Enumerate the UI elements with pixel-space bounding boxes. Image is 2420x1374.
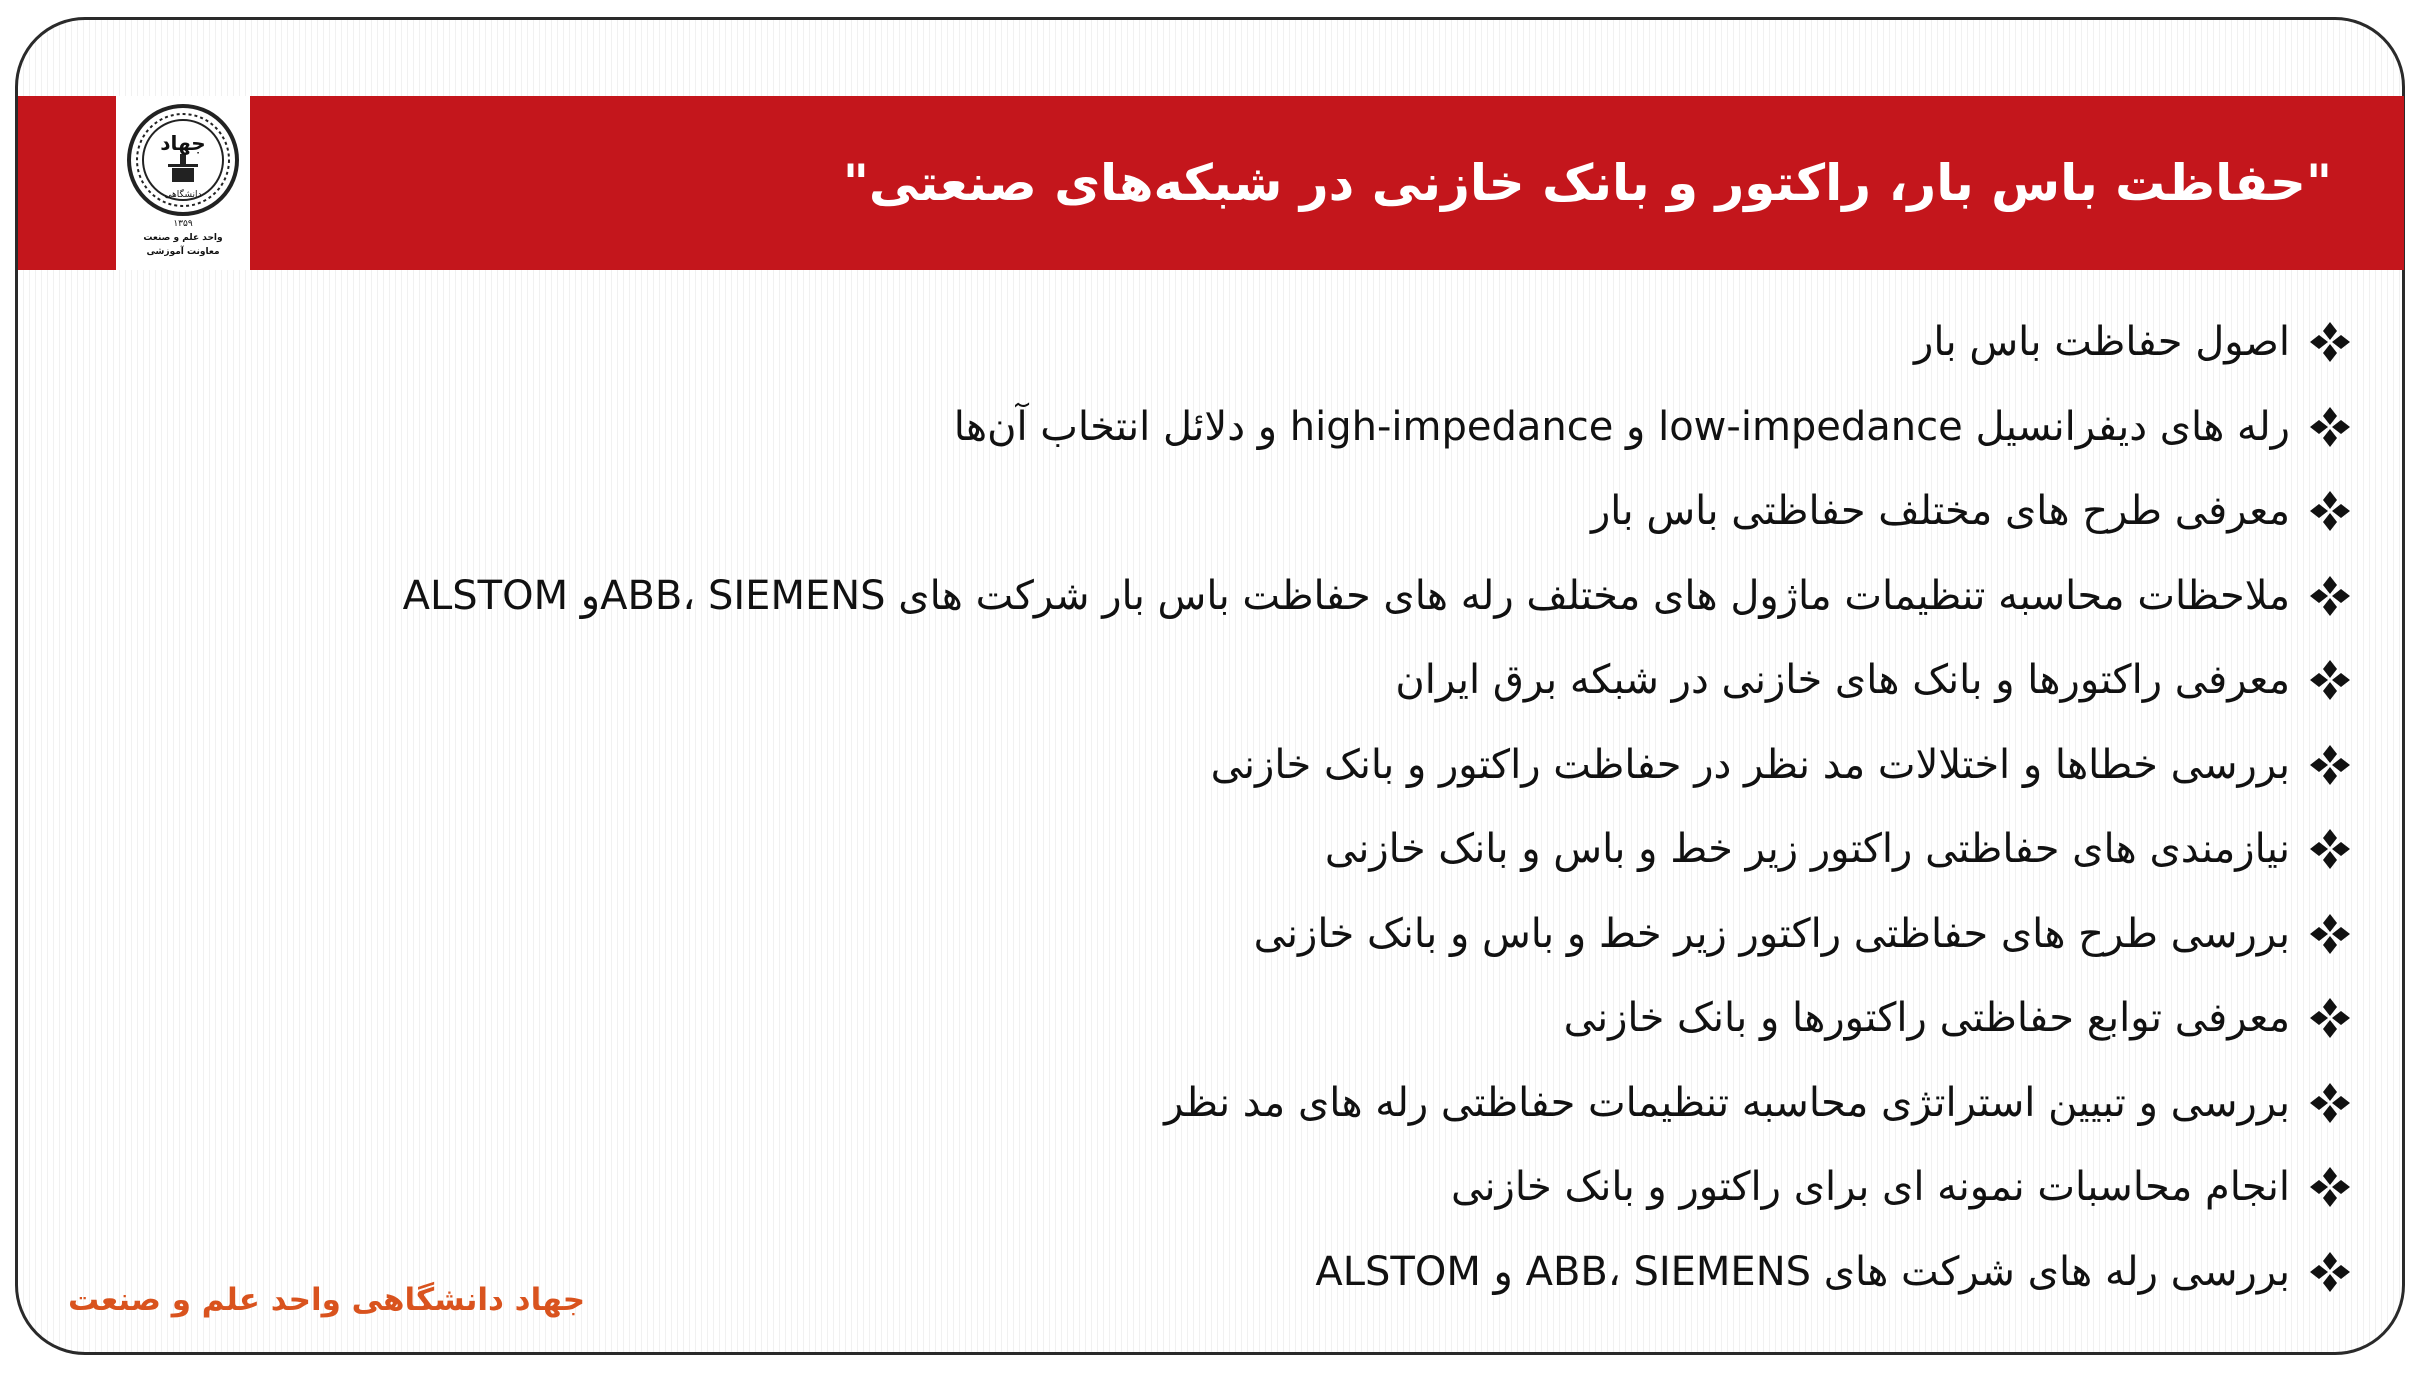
diamond-four-bullet-icon: [2308, 658, 2352, 702]
list-item: [102, 976, 2352, 1061]
diamond-four-bullet-icon: [2308, 1165, 2352, 1209]
list-item-text: نیازمندی های حفاظتی راکتور زیر خط و باس و بانک خازنی: [1324, 826, 2290, 873]
diamond-four-bullet-icon: [2308, 743, 2352, 787]
diamond-four-bullet-icon: [2308, 320, 2352, 364]
list-item-text: بررسی رله های شرکت های ABB، SIEMENS و ALSTOM: [1315, 1248, 2290, 1295]
diamond-four-bullet-icon: [2308, 574, 2352, 618]
list-item: [102, 300, 2352, 385]
diamond-four-bullet-icon: [2308, 912, 2352, 956]
list-item: [102, 469, 2352, 554]
slide-title: "حفاظت باس بار، راکتور و بانک خازنی در شبکه‌های صنعتی": [842, 154, 2332, 212]
list-item: [102, 1145, 2352, 1230]
list-item-text: بررسی و تبیین استراتژی محاسبه تنظیمات حفاظتی رله های مد نظر: [1164, 1079, 2290, 1126]
logo-department: معاونت آموزشی: [146, 247, 220, 257]
list-item: [102, 723, 2352, 808]
list-item: [102, 385, 2352, 470]
jahad-emblem-icon: [124, 102, 242, 264]
list-item-text: بررسی طرح های حفاظتی راکتور زیر خط و باس و بانک خازنی: [1253, 910, 2290, 957]
list-item-text: ملاحظات محاسبه تنظیمات ماژول های مختلف رله های حفاظت باس بار شرکت های ABB، SIEMENSو ALSTOM: [402, 572, 2290, 619]
diamond-four-bullet-icon: [2308, 1081, 2352, 1125]
logo: [116, 96, 250, 270]
list-item-text: معرفی توابع حفاظتی راکتورها و بانک خازنی: [1563, 995, 2290, 1042]
list-item-text: رله های دیفرانسیل low-impedance و high-impedance و دلائل انتخاب آن‌ها: [953, 403, 2290, 450]
diamond-four-bullet-icon: [2308, 489, 2352, 533]
diamond-four-bullet-icon: [2308, 1250, 2352, 1294]
diamond-four-bullet-icon: [2308, 827, 2352, 871]
logo-year: ۱۳۵۹: [173, 219, 193, 229]
list-item: [102, 892, 2352, 977]
logo-subtitle: دانشگاهی: [164, 190, 202, 200]
diamond-four-bullet-icon: [2308, 405, 2352, 449]
list-item-text: بررسی خطاها و اختلالات مد نظر در حفاظت راکتور و بانک خازنی: [1210, 741, 2290, 788]
list-item-text: انجام محاسبات نمونه ای برای راکتور و بانک خازنی: [1451, 1164, 2290, 1211]
logo-name: جهاد: [160, 131, 206, 155]
topic-list: [102, 300, 2352, 1314]
list-item: [102, 638, 2352, 723]
list-item: [102, 554, 2352, 639]
logo-unit: واحد علم و صنعت: [143, 233, 223, 243]
list-item-text: اصول حفاظت باس بار: [1914, 319, 2290, 366]
list-item: [102, 1061, 2352, 1146]
list-item: [102, 807, 2352, 892]
list-item-text: معرفی راکتورها و بانک های خازنی در شبکه برق ایران: [1395, 657, 2290, 704]
list-item-text: معرفی طرح های مختلف حفاظتی باس بار: [1590, 488, 2290, 535]
diamond-four-bullet-icon: [2308, 996, 2352, 1040]
footer-label: جهاد دانشگاهی واحد علم و صنعت: [68, 1282, 586, 1318]
